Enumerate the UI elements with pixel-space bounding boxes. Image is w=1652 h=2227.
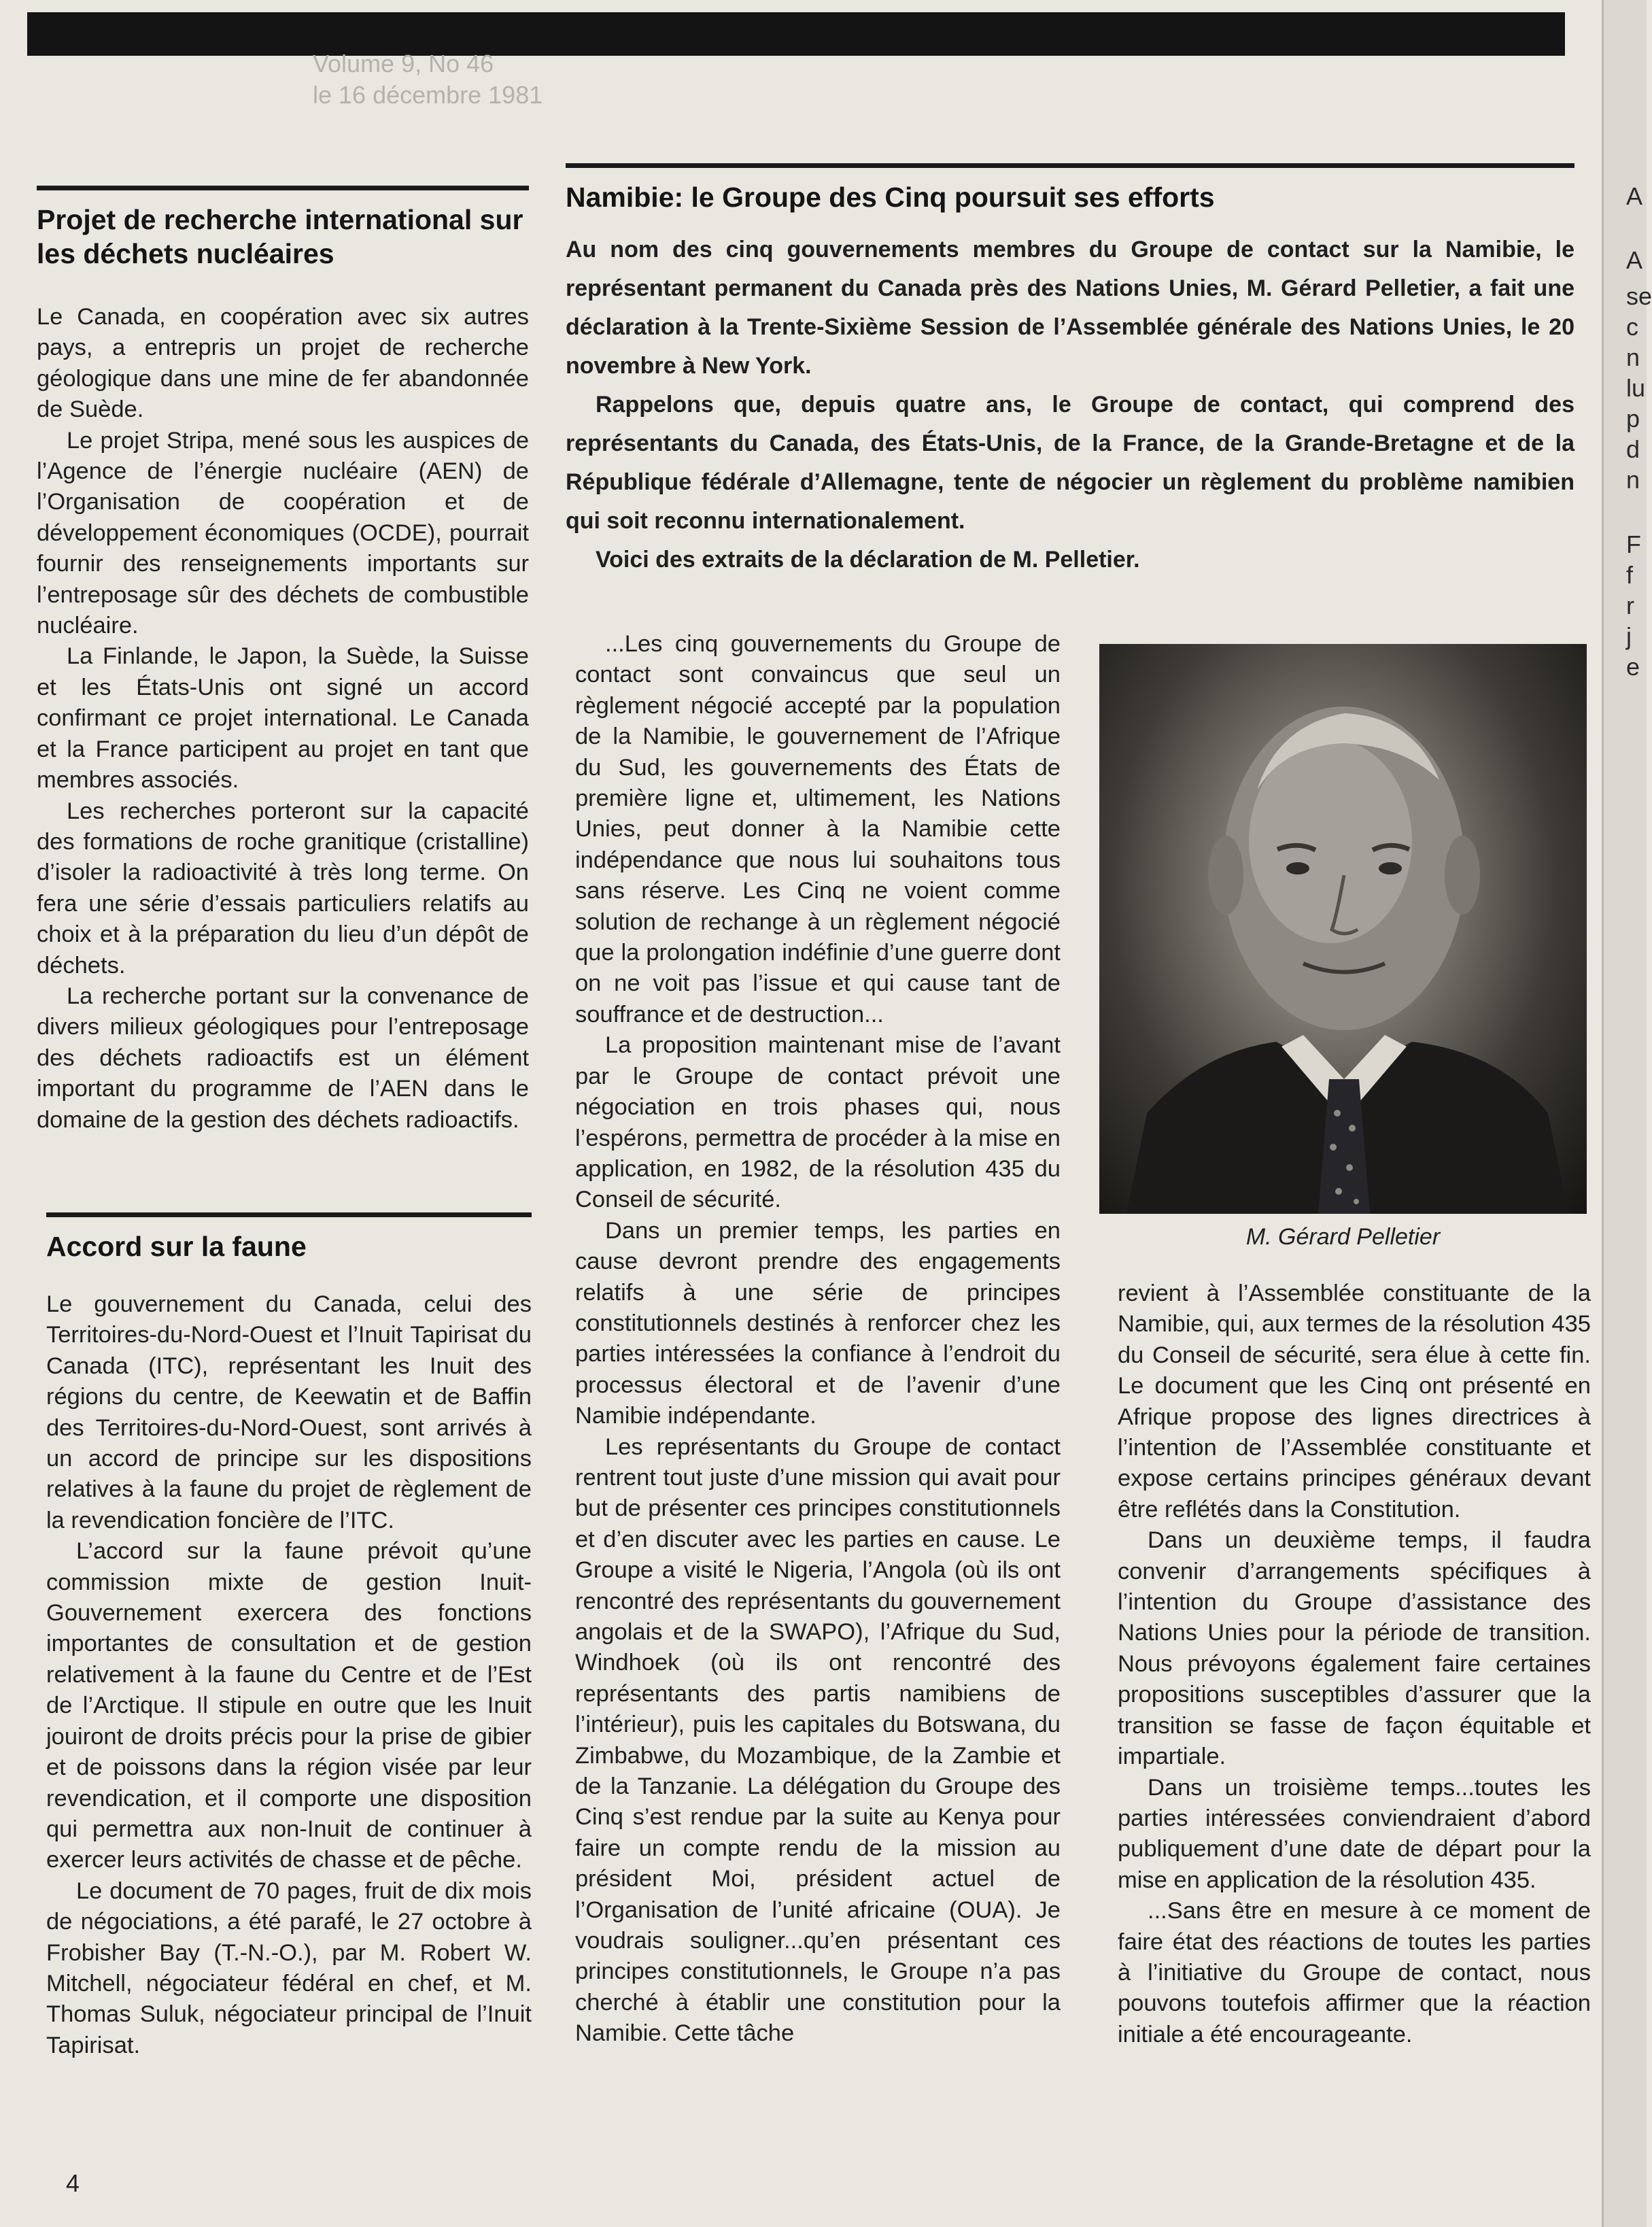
section-rule <box>46 1212 532 1217</box>
article-paragraph: La proposition maintenant mise de l’avant par le Groupe de contact prévoit une négociation en trois phases qui, nous l’espérons, permettra de procéder à la mise en application, en 1982, de la résolution 435 du Conseil de sécurité. <box>575 1032 1061 1213</box>
portrait-illustration <box>1099 644 1587 1214</box>
article-paragraph: Le Canada, en coopération avec six autres pays, a entrepris un projet de recherche géologique dans une mine de fer abandonnée de Suède. <box>37 304 529 423</box>
article-paragraph: Dans un deuxième temps, il faudra convenir d’arrangements spécifiques à l’intention du Groupe d’assistance des Nations Unies pour la période de transition. Nous prévoyons également faire certaines propositions susceptibles d’assurer que la transition se fasse de façon équitable et impartiale. <box>1118 1527 1591 1770</box>
namibia-column-1 <box>575 629 1061 2050</box>
article-paragraph: ...Sans être en mesure à ce moment de faire état des réactions de toutes les parties à l’initiative du Groupe de contact, nous pouvons toutefois affirmer que la réaction initiale a été encourageante. <box>1118 1898 1591 2047</box>
page-number: 4 <box>66 2169 80 2197</box>
article-title: Accord sur la faune <box>46 1231 307 1262</box>
article-paragraph: revient à l’Assemblée constituante de la Namibie, qui, aux termes de la résolution 435 du Conseil de sécurité, sera élue à cette fin. Le document que les Cinq ont présenté en Afrique propose des lignes directrices à l’intention de l’Assemblée constituante et expose certains principes généraux devant être reflétés dans la Constitution. <box>1118 1280 1591 1523</box>
adjacent-page-fragment: f <box>1626 561 1634 589</box>
adjacent-page-fragment: j <box>1626 622 1632 650</box>
article-paragraph: La Finlande, le Japon, la Suède, la Suisse et les États-Unis ont signé un accord confirmant ce projet international. Le Canada et la France participent au projet en tant que membres associés. <box>37 643 529 794</box>
article-title: Projet de recherche international sur les déchets nucléaires <box>37 204 523 269</box>
lead-paragraph: Voici des extraits de la déclaration de M. Pelletier. <box>596 547 1140 573</box>
adjacent-page-edge <box>1602 0 1647 2227</box>
adjacent-page-fragment: n <box>1626 466 1640 494</box>
adjacent-page-fragment: A <box>1626 246 1643 274</box>
portrait-photo <box>1099 644 1587 1214</box>
bleed-through-text: Volume 9, No 46 <box>313 50 494 78</box>
article-paragraph: Les représentants du Groupe de contact rentrent tout juste d’une mission qui avait pour but de présenter ces principes constitutionnels et d’en discuter avec les parties en cause. Le Groupe a visité le Nigeria, l’Angola (où ils ont rencontré des représentants du gouvernement angolais et de la SWAPO), l’Afrique du Sud, Windhoek (où ils ont rencontré des représentants des partis namibiens de l’intérieur), puis les capitales du Botswana, du Zimbabwe, du Mozambique, de la Zambie et de la Tanzanie. La délégation du Groupe des Cinq s’est rendue par la suite au Kenya pour faire un compte rendu de la mission au président Moi, président actuel de l’Organisation de l’unité africaine (OUA). Je voudrais souligner...qu’en présentant ces principes constitutionnels, le Groupe n’a pas cherché à établir une constitution pour la Namibie. Cette tâche <box>575 1433 1061 2047</box>
article-paragraph: Le gouvernement du Canada, celui des Territoires-du-Nord-Ouest et l’Inuit Tapirisat du Canada (ITC), représentant les Inuit des régions du centre, de Keewatin et de Baffin des Territoires-du-Nord-Ouest, sont arrivés à un accord de principe sur les dispositions relatives à la faune du projet de règlement de la revendication foncière de l’ITC. <box>46 1291 532 1533</box>
article-wildlife-agreement <box>46 1212 532 2061</box>
adjacent-page-fragment: se <box>1626 282 1652 310</box>
photo-caption: M. Gérard Pelletier <box>1245 1224 1441 1250</box>
article-paragraph: Le projet Stripa, mené sous les auspices de l’Agence de l’énergie nucléaire (AEN) de l’Organisation de coopération et de développement économiques (OCDE), pourrait fournir des renseignements importants sur l’entreposage sûr des déchets de combustible nucléaire. <box>37 427 529 639</box>
section-rule <box>566 163 1574 168</box>
adjacent-page-fragment: n <box>1626 343 1640 371</box>
article-paragraph: L’accord sur la faune prévoit qu’une commission mixte de gestion Inuit-Gouvernement exercera des fonctions importantes de consultation et de gestion relativement à la faune du Centre et de l’Est de l’Arctique. Il stipule en outre que les Inuit jouiront de droits précis pour la prise de gibier et de poissons dans la région visée par leur revendication, et il comporte une disposition qui permettra aux non-Inuit de continuer à exercer leurs activités de chasse et de pêche. <box>46 1538 532 1873</box>
article-paragraph: Dans un troisième temps...toutes les parties intéressées conviendraient d’abord publiquement d’une date de départ pour la mise en application de la résolution 435. <box>1118 1774 1591 1893</box>
namibia-column-2 <box>1118 1278 1591 2050</box>
adjacent-page-fragment: p <box>1626 405 1640 432</box>
article-nuclear-waste <box>37 186 529 1136</box>
article-title: Namibie: le Groupe des Cinq poursuit ses efforts <box>566 182 1215 213</box>
article-paragraph: Le document de 70 pages, fruit de dix mois de négociations, a été parafé, le 27 octobre à Frobisher Bay (T.-N.-O.), par M. Robert W. Mitchell, négociateur fédéral en chef, et M. Thomas Suluk, négociateur principal de l’Inuit Tapirisat. <box>46 1877 532 2058</box>
article-paragraph: ...Les cinq gouvernements du Groupe de contact sont convaincus que seul un règlement négocié accepté par la population de la Namibie, le gouvernement de l’Afrique du Sud, les gouvernements des États de première ligne et, ultimement, les Nations Unies, peut donner à la Namibie cette indépendance que nous lui souhaitons tous sans réserve. Les Cinq ne voient comme solution de rechange à un règlement négocié que la prolongation indéfinie d’une guerre dont on ne voit pas l’issue et qui cause tant de souffrance et de destruction... <box>575 631 1061 1027</box>
adjacent-page-fragment: A <box>1626 182 1643 210</box>
adjacent-page-fragment: c <box>1626 313 1638 341</box>
header-bar <box>27 12 1565 56</box>
bleed-through-text: le 16 décembre 1981 <box>313 81 543 109</box>
article-namibia <box>566 163 1574 579</box>
adjacent-page-fragment: e <box>1626 653 1640 681</box>
adjacent-page-fragment: r <box>1626 592 1634 619</box>
article-paragraph: Dans un premier temps, les parties en cause devront prendre des engagements relatifs à une série de principes constitutionnels destinés à renforcer chez les parties intéressées la confiance à l’endroit du processus électoral et de l’avenir d’une Namibie indépendante. <box>575 1217 1061 1429</box>
article-paragraph: La recherche portant sur la convenance de divers milieux géologiques pour l’entreposage des déchets radioactifs est un élément important du programme de l’AEN dans le domaine de la gestion des déchets radioactifs. <box>37 983 529 1133</box>
lead-paragraph: Au nom des cinq gouvernements membres du Groupe de contact sur la Namibie, le représentant permanent du Canada près des Nations Unies, M. Gérard Pelletier, a fait une déclaration à la Trente-Sixième Session de l’Assemblée générale des Nations Unies, le 20 novembre à New York. <box>566 237 1574 379</box>
section-rule <box>37 186 529 190</box>
adjacent-page-fragment: d <box>1626 435 1640 463</box>
adjacent-page-fragment: F <box>1626 530 1641 558</box>
adjacent-page-fragment: lu <box>1626 374 1646 402</box>
lead-paragraph: Rappelons que, depuis quatre ans, le Groupe de contact, qui comprend des représentants du Canada, des États-Unis, de la France, de la Grande-Bretagne et de la République fédérale d’Allemagne, tente de négocier un règlement du problème namibien qui soit reconnu internationalement. <box>566 392 1574 534</box>
article-paragraph: Les recherches porteront sur la capacité des formations de roche granitique (cristalline) d’isoler la radioactivité à très long terme. On fera une série d’essais particuliers relatifs au choix et à la préparation du lieu d’un dépôt de déchets. <box>37 798 529 979</box>
